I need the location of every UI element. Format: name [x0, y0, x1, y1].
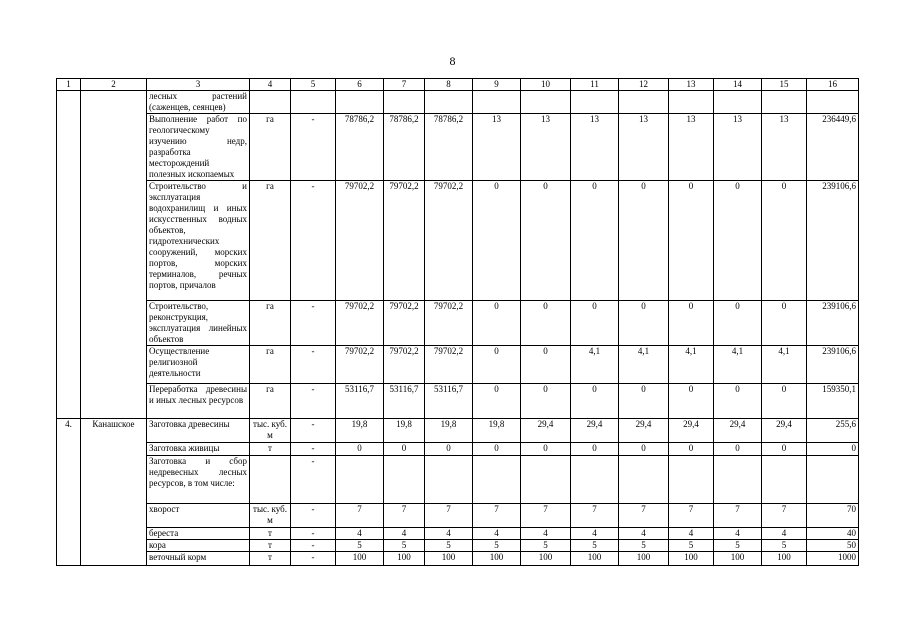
unit-cell: тыс. куб. м: [250, 419, 291, 443]
value-cell: 239106,6: [807, 181, 859, 301]
table-row: [57, 456, 859, 504]
value-cell: 19,8: [384, 419, 425, 443]
table-row: [57, 114, 859, 181]
value-cell: [336, 91, 384, 114]
value-cell: 0: [669, 443, 714, 456]
value-cell: 7: [425, 504, 473, 528]
activity-cell: кора: [147, 540, 250, 552]
value-cell: 13: [571, 114, 619, 181]
value-cell: 0: [571, 443, 619, 456]
value-cell: 0: [619, 443, 669, 456]
value-cell: 0: [521, 181, 571, 301]
unit-cell: га: [250, 114, 291, 181]
unit-cell: [250, 91, 291, 114]
activity-cell: Строительство и эксплуатация водохранилищ и иных искусственных водных объектов, гидротехнических сооружений, морских портов, морских терминалов, речных портов, причалов: [147, 181, 250, 301]
column-number-cell: 9: [473, 79, 521, 91]
value-cell: [384, 91, 425, 114]
page-number: 8: [449, 54, 456, 68]
value-cell: 0: [521, 346, 571, 384]
value-cell: [714, 91, 762, 114]
column-number-cell: 12: [619, 79, 669, 91]
table-row: [57, 91, 859, 114]
value-cell: 5: [336, 540, 384, 552]
value-cell: 5: [425, 540, 473, 552]
table-row: [57, 504, 859, 528]
value-cell: 0: [669, 301, 714, 346]
value-cell: 0: [336, 443, 384, 456]
column-number-cell: 8: [425, 79, 473, 91]
table-row: [57, 540, 859, 552]
value-cell: 255,6: [807, 419, 859, 443]
value-cell: 79702,2: [425, 346, 473, 384]
district-name-cell: Канашское: [81, 419, 147, 566]
value-cell: 13: [669, 114, 714, 181]
column-5-cell: -: [291, 114, 336, 181]
column-5-cell: -: [291, 181, 336, 301]
value-cell: 4: [619, 528, 669, 540]
column-5-cell: -: [291, 552, 336, 566]
activity-cell: Заготовка и сбор недревесных лесных ресурсов, в том числе:: [147, 456, 250, 504]
value-cell: 4: [473, 528, 521, 540]
value-cell: 40: [807, 528, 859, 540]
value-cell: [619, 91, 669, 114]
value-cell: 4,1: [762, 346, 807, 384]
column-number-row: [57, 79, 859, 91]
value-cell: 100: [336, 552, 384, 566]
column-number-cell: 14: [714, 79, 762, 91]
unit-cell: га: [250, 181, 291, 301]
unit-cell: тыс. куб. м: [250, 504, 291, 528]
value-cell: [521, 91, 571, 114]
value-cell: 53116,7: [336, 384, 384, 419]
value-cell: 79702,2: [384, 181, 425, 301]
column-number-cell: 13: [669, 79, 714, 91]
value-cell: 7: [762, 504, 807, 528]
value-cell: 7: [619, 504, 669, 528]
unit-cell: га: [250, 346, 291, 384]
column-5-cell: -: [291, 301, 336, 346]
column-number-cell: 6: [336, 79, 384, 91]
value-cell: 7: [473, 504, 521, 528]
value-cell: 79702,2: [336, 301, 384, 346]
value-cell: 100: [619, 552, 669, 566]
value-cell: 78786,2: [425, 114, 473, 181]
value-cell: 19,8: [473, 419, 521, 443]
value-cell: 4: [425, 528, 473, 540]
value-cell: 4: [669, 528, 714, 540]
value-cell: 0: [714, 443, 762, 456]
value-cell: 79702,2: [425, 301, 473, 346]
value-cell: 0: [762, 301, 807, 346]
value-cell: 100: [714, 552, 762, 566]
value-cell: 0: [571, 301, 619, 346]
value-cell: 29,4: [669, 419, 714, 443]
column-number-cell: 3: [147, 79, 250, 91]
unit-cell: га: [250, 384, 291, 419]
column-5-cell: -: [291, 443, 336, 456]
value-cell: [762, 91, 807, 114]
column-number-cell: 2: [81, 79, 147, 91]
value-cell: 0: [521, 384, 571, 419]
value-cell: 239106,6: [807, 301, 859, 346]
value-cell: 0: [714, 301, 762, 346]
value-cell: 0: [619, 384, 669, 419]
activity-cell: Строительство, реконструкция, эксплуатация линейных объектов: [147, 301, 250, 346]
value-cell: [571, 91, 619, 114]
unit-cell: т: [250, 443, 291, 456]
value-cell: [669, 91, 714, 114]
value-cell: 5: [669, 540, 714, 552]
column-5-cell: -: [291, 528, 336, 540]
value-cell: 0: [521, 443, 571, 456]
activity-cell: Заготовка древесины: [147, 419, 250, 443]
value-cell: [384, 456, 425, 504]
table-row: [57, 301, 859, 346]
value-cell: 100: [571, 552, 619, 566]
value-cell: [336, 456, 384, 504]
value-cell: 4,1: [619, 346, 669, 384]
value-cell: 4: [336, 528, 384, 540]
value-cell: 7: [571, 504, 619, 528]
value-cell: [473, 91, 521, 114]
value-cell: 50: [807, 540, 859, 552]
activity-cell: Заготовка живицы: [147, 443, 250, 456]
value-cell: 0: [619, 181, 669, 301]
value-cell: 0: [521, 301, 571, 346]
activity-cell: Выполнение работ по геологическому изучению недр, разработка месторождений полезных ископаемых: [147, 114, 250, 181]
unit-cell: т: [250, 552, 291, 566]
value-cell: 13: [714, 114, 762, 181]
value-cell: 0: [669, 181, 714, 301]
value-cell: 239106,6: [807, 346, 859, 384]
column-5-cell: -: [291, 346, 336, 384]
column-number-cell: 1: [57, 79, 81, 91]
column-number-cell: 4: [250, 79, 291, 91]
column-5-cell: -: [291, 384, 336, 419]
table-row: [57, 346, 859, 384]
value-cell: 5: [619, 540, 669, 552]
value-cell: 0: [425, 443, 473, 456]
column-number-cell: 16: [807, 79, 859, 91]
value-cell: 0: [473, 384, 521, 419]
table-row: [57, 181, 859, 301]
forest-use-table: [56, 78, 859, 566]
column-number-cell: 7: [384, 79, 425, 91]
value-cell: 7: [336, 504, 384, 528]
value-cell: [425, 91, 473, 114]
value-cell: 0: [669, 384, 714, 419]
value-cell: 4: [714, 528, 762, 540]
value-cell: 100: [669, 552, 714, 566]
activity-cell: береста: [147, 528, 250, 540]
value-cell: [425, 456, 473, 504]
value-cell: 13: [473, 114, 521, 181]
value-cell: 0: [762, 181, 807, 301]
column-number-cell: 11: [571, 79, 619, 91]
value-cell: 236449,6: [807, 114, 859, 181]
value-cell: 100: [762, 552, 807, 566]
activity-cell: Осуществление религиозной деятельности: [147, 346, 250, 384]
value-cell: 79702,2: [336, 181, 384, 301]
value-cell: 13: [619, 114, 669, 181]
value-cell: 53116,7: [384, 384, 425, 419]
value-cell: 79702,2: [425, 181, 473, 301]
value-cell: 13: [762, 114, 807, 181]
value-cell: 0: [807, 443, 859, 456]
value-cell: 0: [714, 384, 762, 419]
value-cell: 29,4: [571, 419, 619, 443]
value-cell: [473, 456, 521, 504]
value-cell: 4: [384, 528, 425, 540]
value-cell: 159350,1: [807, 384, 859, 419]
value-cell: 7: [384, 504, 425, 528]
value-cell: 79702,2: [384, 301, 425, 346]
value-cell: 0: [473, 181, 521, 301]
value-cell: 7: [521, 504, 571, 528]
value-cell: 0: [762, 443, 807, 456]
value-cell: 0: [473, 346, 521, 384]
value-cell: 0: [473, 443, 521, 456]
value-cell: 4,1: [669, 346, 714, 384]
value-cell: 53116,7: [425, 384, 473, 419]
activity-cell: Переработка древесины и иных лесных ресурсов: [147, 384, 250, 419]
column-number-cell: 15: [762, 79, 807, 91]
value-cell: 100: [521, 552, 571, 566]
value-cell: 79702,2: [384, 346, 425, 384]
value-cell: 0: [762, 384, 807, 419]
value-cell: 79702,2: [336, 346, 384, 384]
value-cell: 0: [714, 181, 762, 301]
value-cell: 5: [473, 540, 521, 552]
value-cell: 5: [571, 540, 619, 552]
district-number-cell: [57, 91, 81, 419]
value-cell: 78786,2: [384, 114, 425, 181]
value-cell: 4,1: [714, 346, 762, 384]
table-row: [57, 384, 859, 419]
district-number-cell: 4.: [57, 419, 81, 566]
value-cell: 4: [521, 528, 571, 540]
column-number-cell: 5: [291, 79, 336, 91]
district-name-cell: [81, 91, 147, 419]
value-cell: 100: [384, 552, 425, 566]
table-row: [57, 443, 859, 456]
column-5-cell: -: [291, 419, 336, 443]
column-5-cell: -: [291, 540, 336, 552]
column-number-cell: 10: [521, 79, 571, 91]
value-cell: [807, 91, 859, 114]
table-row: [57, 552, 859, 566]
value-cell: [571, 456, 619, 504]
value-cell: 29,4: [521, 419, 571, 443]
value-cell: 0: [571, 384, 619, 419]
value-cell: 100: [425, 552, 473, 566]
unit-cell: [250, 456, 291, 504]
value-cell: [714, 456, 762, 504]
value-cell: 0: [619, 301, 669, 346]
value-cell: 29,4: [762, 419, 807, 443]
column-5-cell: -: [291, 504, 336, 528]
value-cell: 4,1: [571, 346, 619, 384]
table-row: [57, 528, 859, 540]
unit-cell: т: [250, 528, 291, 540]
column-5-cell: -: [291, 456, 336, 504]
value-cell: [521, 456, 571, 504]
value-cell: 0: [571, 181, 619, 301]
value-cell: 19,8: [425, 419, 473, 443]
value-cell: 7: [669, 504, 714, 528]
value-cell: 5: [384, 540, 425, 552]
table-row: [57, 419, 859, 443]
value-cell: 29,4: [619, 419, 669, 443]
value-cell: 13: [521, 114, 571, 181]
unit-cell: т: [250, 540, 291, 552]
value-cell: 0: [384, 443, 425, 456]
value-cell: 0: [473, 301, 521, 346]
value-cell: [807, 456, 859, 504]
unit-cell: га: [250, 301, 291, 346]
value-cell: 70: [807, 504, 859, 528]
value-cell: 4: [571, 528, 619, 540]
activity-cell: веточный корм: [147, 552, 250, 566]
value-cell: 7: [714, 504, 762, 528]
value-cell: [762, 456, 807, 504]
value-cell: 5: [762, 540, 807, 552]
value-cell: 19,8: [336, 419, 384, 443]
value-cell: 100: [473, 552, 521, 566]
value-cell: 1000: [807, 552, 859, 566]
activity-cell: лесных растений (саженцев, сеянцев): [147, 91, 250, 114]
value-cell: [669, 456, 714, 504]
value-cell: 4: [762, 528, 807, 540]
value-cell: 5: [714, 540, 762, 552]
value-cell: 5: [521, 540, 571, 552]
activity-cell: хворост: [147, 504, 250, 528]
value-cell: 78786,2: [336, 114, 384, 181]
value-cell: [619, 456, 669, 504]
column-5-cell: [291, 91, 336, 114]
value-cell: 29,4: [714, 419, 762, 443]
